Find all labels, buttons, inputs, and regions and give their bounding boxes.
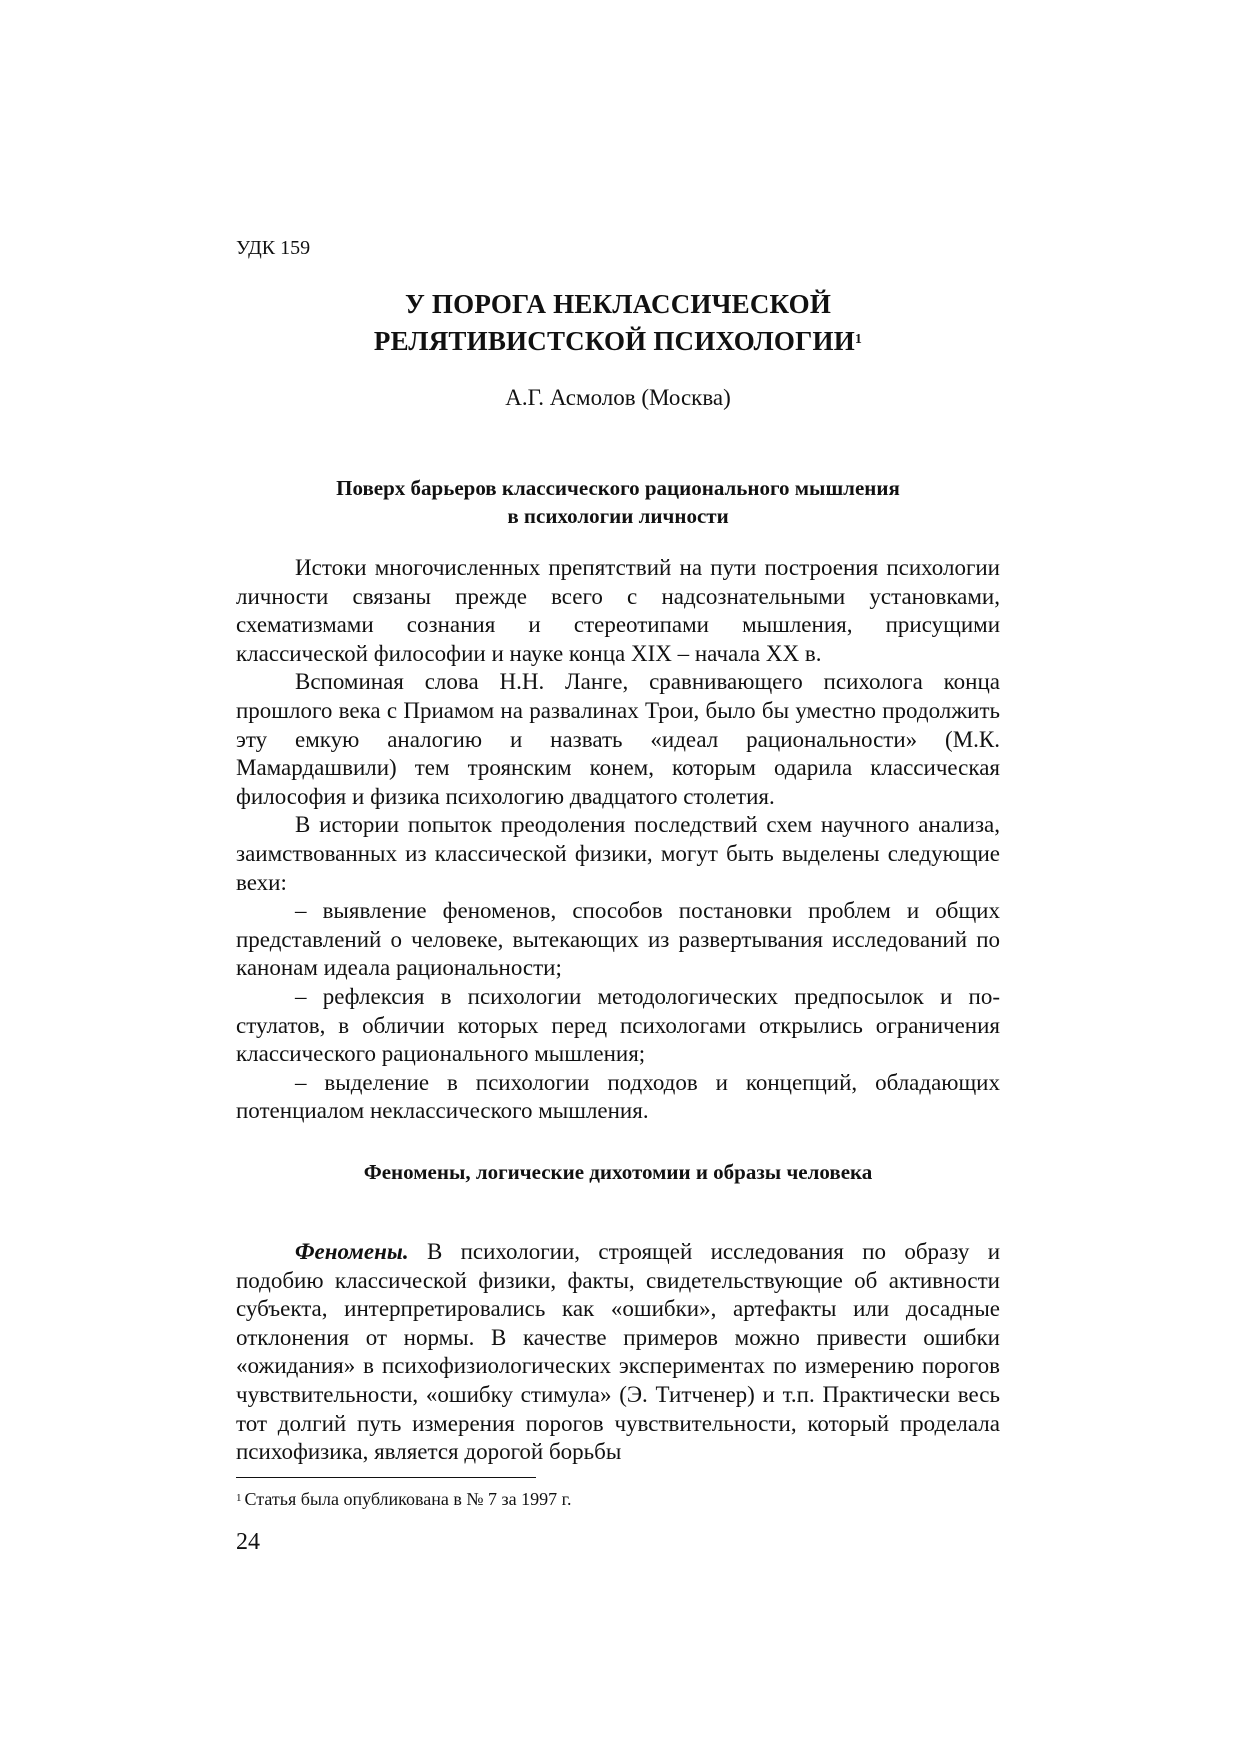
list-item: – выявление феноменов, способов постановки проблем и общих представлений о человеке, вытекающих из развертывания исследований по канонам идеала рациональности;: [236, 898, 1000, 981]
footnote-divider: [236, 1477, 536, 1478]
section-heading-2: Феномены, логические дихотомии и образы человека: [363, 1160, 873, 1184]
article-title-line-1: У ПОРОГА НЕКЛАССИЧЕСКОЙ: [404, 289, 832, 319]
section-heading-1: [236, 474, 1000, 530]
section-1-body: [236, 554, 1000, 1126]
section-2-body: [236, 1238, 1000, 1467]
paragraph: Истоки многочисленных препятствий на пути построения психологии личности связаны прежде всего с надсознательными установками, схематизмами сознания и стереотипами мышления, присущими классической философии и науке конца XIX – начала XX в.: [236, 555, 1000, 666]
article-author: А.Г. Асмолов (Москва): [505, 385, 731, 410]
footnote-text: Статья была опубликована в № 7 за 1997 г.: [244, 1489, 572, 1509]
article-title: [236, 286, 1000, 360]
list-item: – рефлексия в психологии методологических предпосылок и постулатов, в обличии которых перед психологами открылись ограничения классического рационального мышления;: [236, 983, 1000, 1067]
article-title-line-2: [236, 323, 1000, 360]
paragraph: Вспоминая слова Н.Н. Ланге, сравнивающего психолога конца прошлого века с Приамом на развалинах Трои, было бы уместно продолжить эту емкую аналогию и назвать «идеал рациональности» (М.К. Мамардашвили) тем троянским конем, которым одарила классическая философия и физика психологию двадцатого столетия.: [236, 669, 1000, 809]
section-heading-1-line-1: Поверх барьеров классического рационального мышления: [336, 476, 900, 500]
page-number: 24: [236, 1529, 260, 1555]
udk-code: УДК 159: [236, 237, 311, 259]
article-title-line-2-text: РЕЛЯТИВИСТСКОЙ ПСИХОЛОГИИ: [373, 326, 855, 356]
list-item: – выделение в психологии подходов и концепций, обладающих потенциалом неклассического мышления.: [236, 1069, 1000, 1124]
lead-term: Феномены.: [295, 1239, 409, 1264]
footnote-mark: 1: [236, 1492, 242, 1504]
paragraph: В истории попыток преодоления последствий схем научного анализа, заимствованных из классической физики, могут быть выделены следующие вехи:: [236, 812, 1000, 895]
paragraph: [236, 1238, 1000, 1467]
title-footnote-mark: 1: [854, 332, 863, 347]
footnote: [236, 1487, 572, 1511]
section-heading-1-line-2: в психологии личности: [507, 504, 729, 528]
paragraph-text: В психологии, строящей исследования по образу и подобию классической физики, факты, свидетельствующие об активности субъекта, интерпретировались как «ошибки», артефакты или досадные отклонения от нормы. В качестве примеров можно привести ошибки «ожидания» в психофизиологических экспериментах по измерению порогов чувствительности, «ошибку стимула» (Э. Титченер) и т.п. Практически весь тот долгий путь измерения порогов чувствительности, который проделала психофизика, является дорогой борьбы: [236, 1239, 1000, 1465]
